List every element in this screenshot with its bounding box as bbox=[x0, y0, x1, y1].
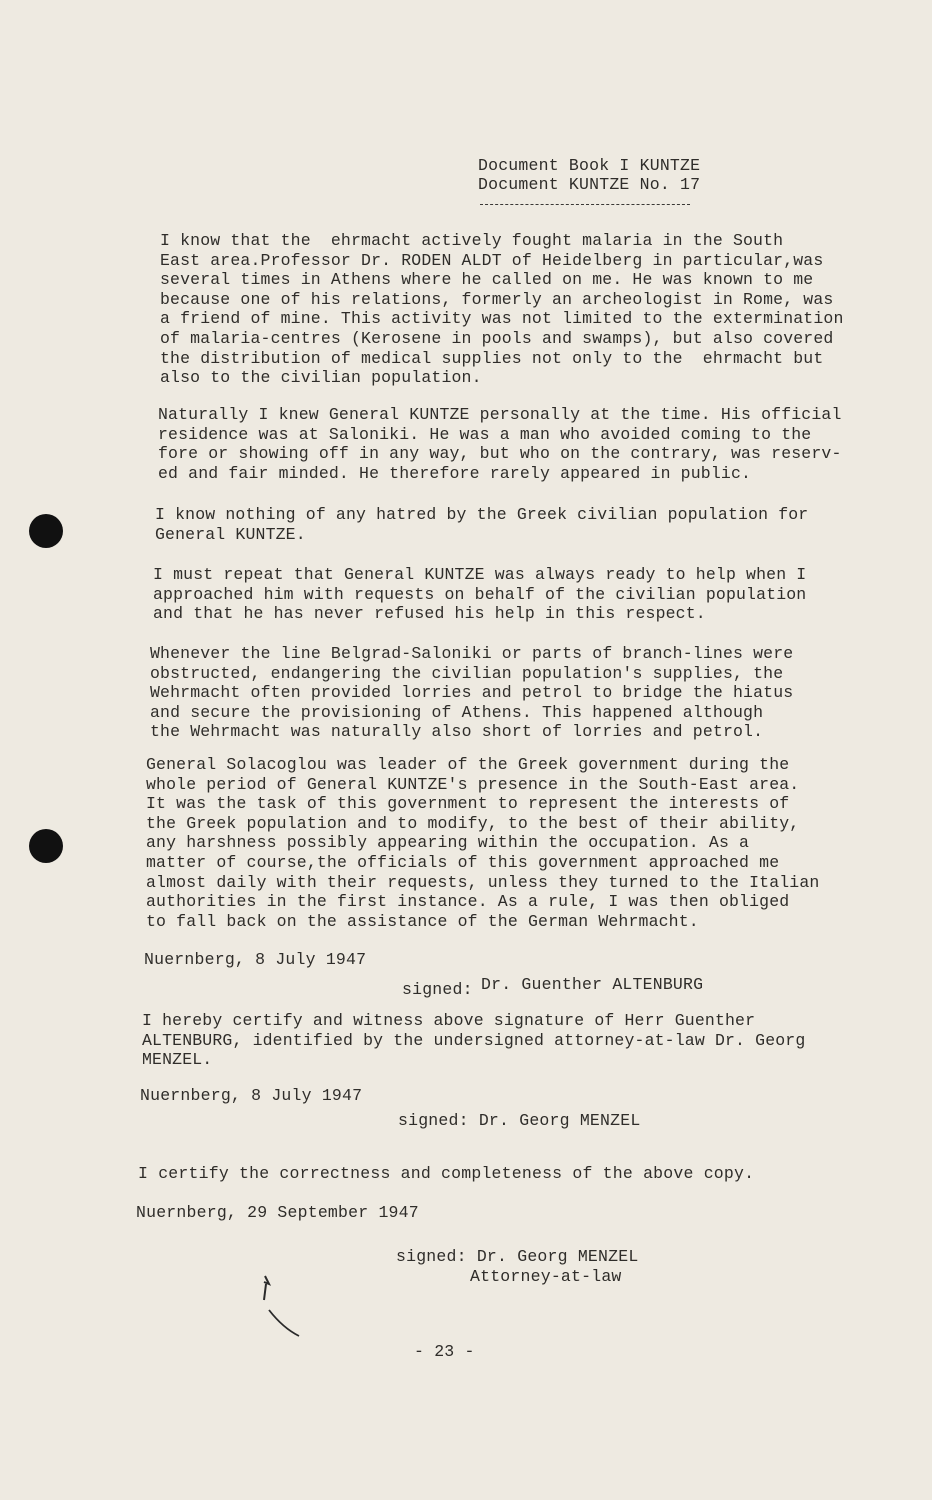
punch-hole bbox=[29, 514, 63, 548]
paragraph-kuntze-personal: Naturally I knew General KUNTZE personally at the time. His official residence was at Saloniki. He was a man who avoided coming to the fore or showing off in any way, but who on the contrary, was reserv- ed and fair minded. He therefore rarely appeared in public. bbox=[158, 405, 842, 483]
pen-mark bbox=[255, 1270, 305, 1340]
doc-number-label: Document KUNTZE No. 17 bbox=[478, 175, 701, 194]
punch-hole bbox=[29, 829, 63, 863]
header-underline bbox=[480, 204, 690, 205]
paragraph-malaria: I know that the ehrmacht actively fought malaria in the South East area.Professor Dr. RODEN ALDT of Heidelberg in particular,was several times in Athens where he called on me. He was known to me because one of his relations, formerly an archeologist in Rome, was a friend of mine. This activity was not limited to the extermination of malaria-centres (Kerosene in pools and swamps), but also covered the distribution of medical supplies not only to the ehrmacht but also to the civilian population. bbox=[160, 231, 844, 388]
paragraph-ready-to-help: I must repeat that General KUNTZE was always ready to help when I approached him with requests on behalf of the civilian population and that he has never refused his help in this respect. bbox=[153, 565, 807, 624]
signature-altenburg: Dr. Guenther ALTENBURG bbox=[481, 975, 704, 994]
signed-label-1: signed: bbox=[402, 980, 473, 999]
doc-book-label: Document Book I KUNTZE bbox=[478, 156, 701, 175]
place-date-3: Nuernberg, 29 September 1947 bbox=[136, 1203, 419, 1222]
attorney-title: Attorney-at-law bbox=[470, 1267, 622, 1286]
signature-menzel-1: signed: Dr. Georg MENZEL bbox=[398, 1111, 641, 1130]
paragraph-supplies: Whenever the line Belgrad-Saloniki or parts of branch-lines were obstructed, endangering the civilian population's supplies, the Wehrmacht often provided lorries and petrol to bridge the hiatus and secure the provisioning of Athens. This happened although the Wehrmacht was naturally also short of lorries and petrol. bbox=[150, 644, 794, 742]
place-date-1: Nuernberg, 8 July 1947 bbox=[144, 950, 367, 969]
paragraph-no-hatred: I know nothing of any hatred by the Greek civilian population for General KUNTZE. bbox=[155, 505, 809, 544]
paragraph-solacoglou: General Solacoglou was leader of the Greek government during the whole period of General KUNTZE's presence in the South-East area. It was the task of this government to represent the interests of the Greek population and to modify, to the best of their ability, any harshness possibly appearing within the occupation. As a matter of course,the officials of this government approached me almost daily with their requests, unless they turned to the Italian authorities in the first instance. As a rule, I was then obliged to fall back on the assistance of the German Wehrmacht. bbox=[146, 755, 820, 931]
certify-copy: I certify the correctness and completeness of the above copy. bbox=[138, 1164, 755, 1183]
certify-witness: I hereby certify and witness above signature of Herr Guenther ALTENBURG, identified by the undersigned attorney-at-law Dr. Georg MENZEL. bbox=[142, 1011, 806, 1070]
signature-menzel-2: signed: Dr. Georg MENZEL bbox=[396, 1247, 639, 1266]
page-number: - 23 - bbox=[414, 1342, 475, 1361]
place-date-2: Nuernberg, 8 July 1947 bbox=[140, 1086, 363, 1105]
